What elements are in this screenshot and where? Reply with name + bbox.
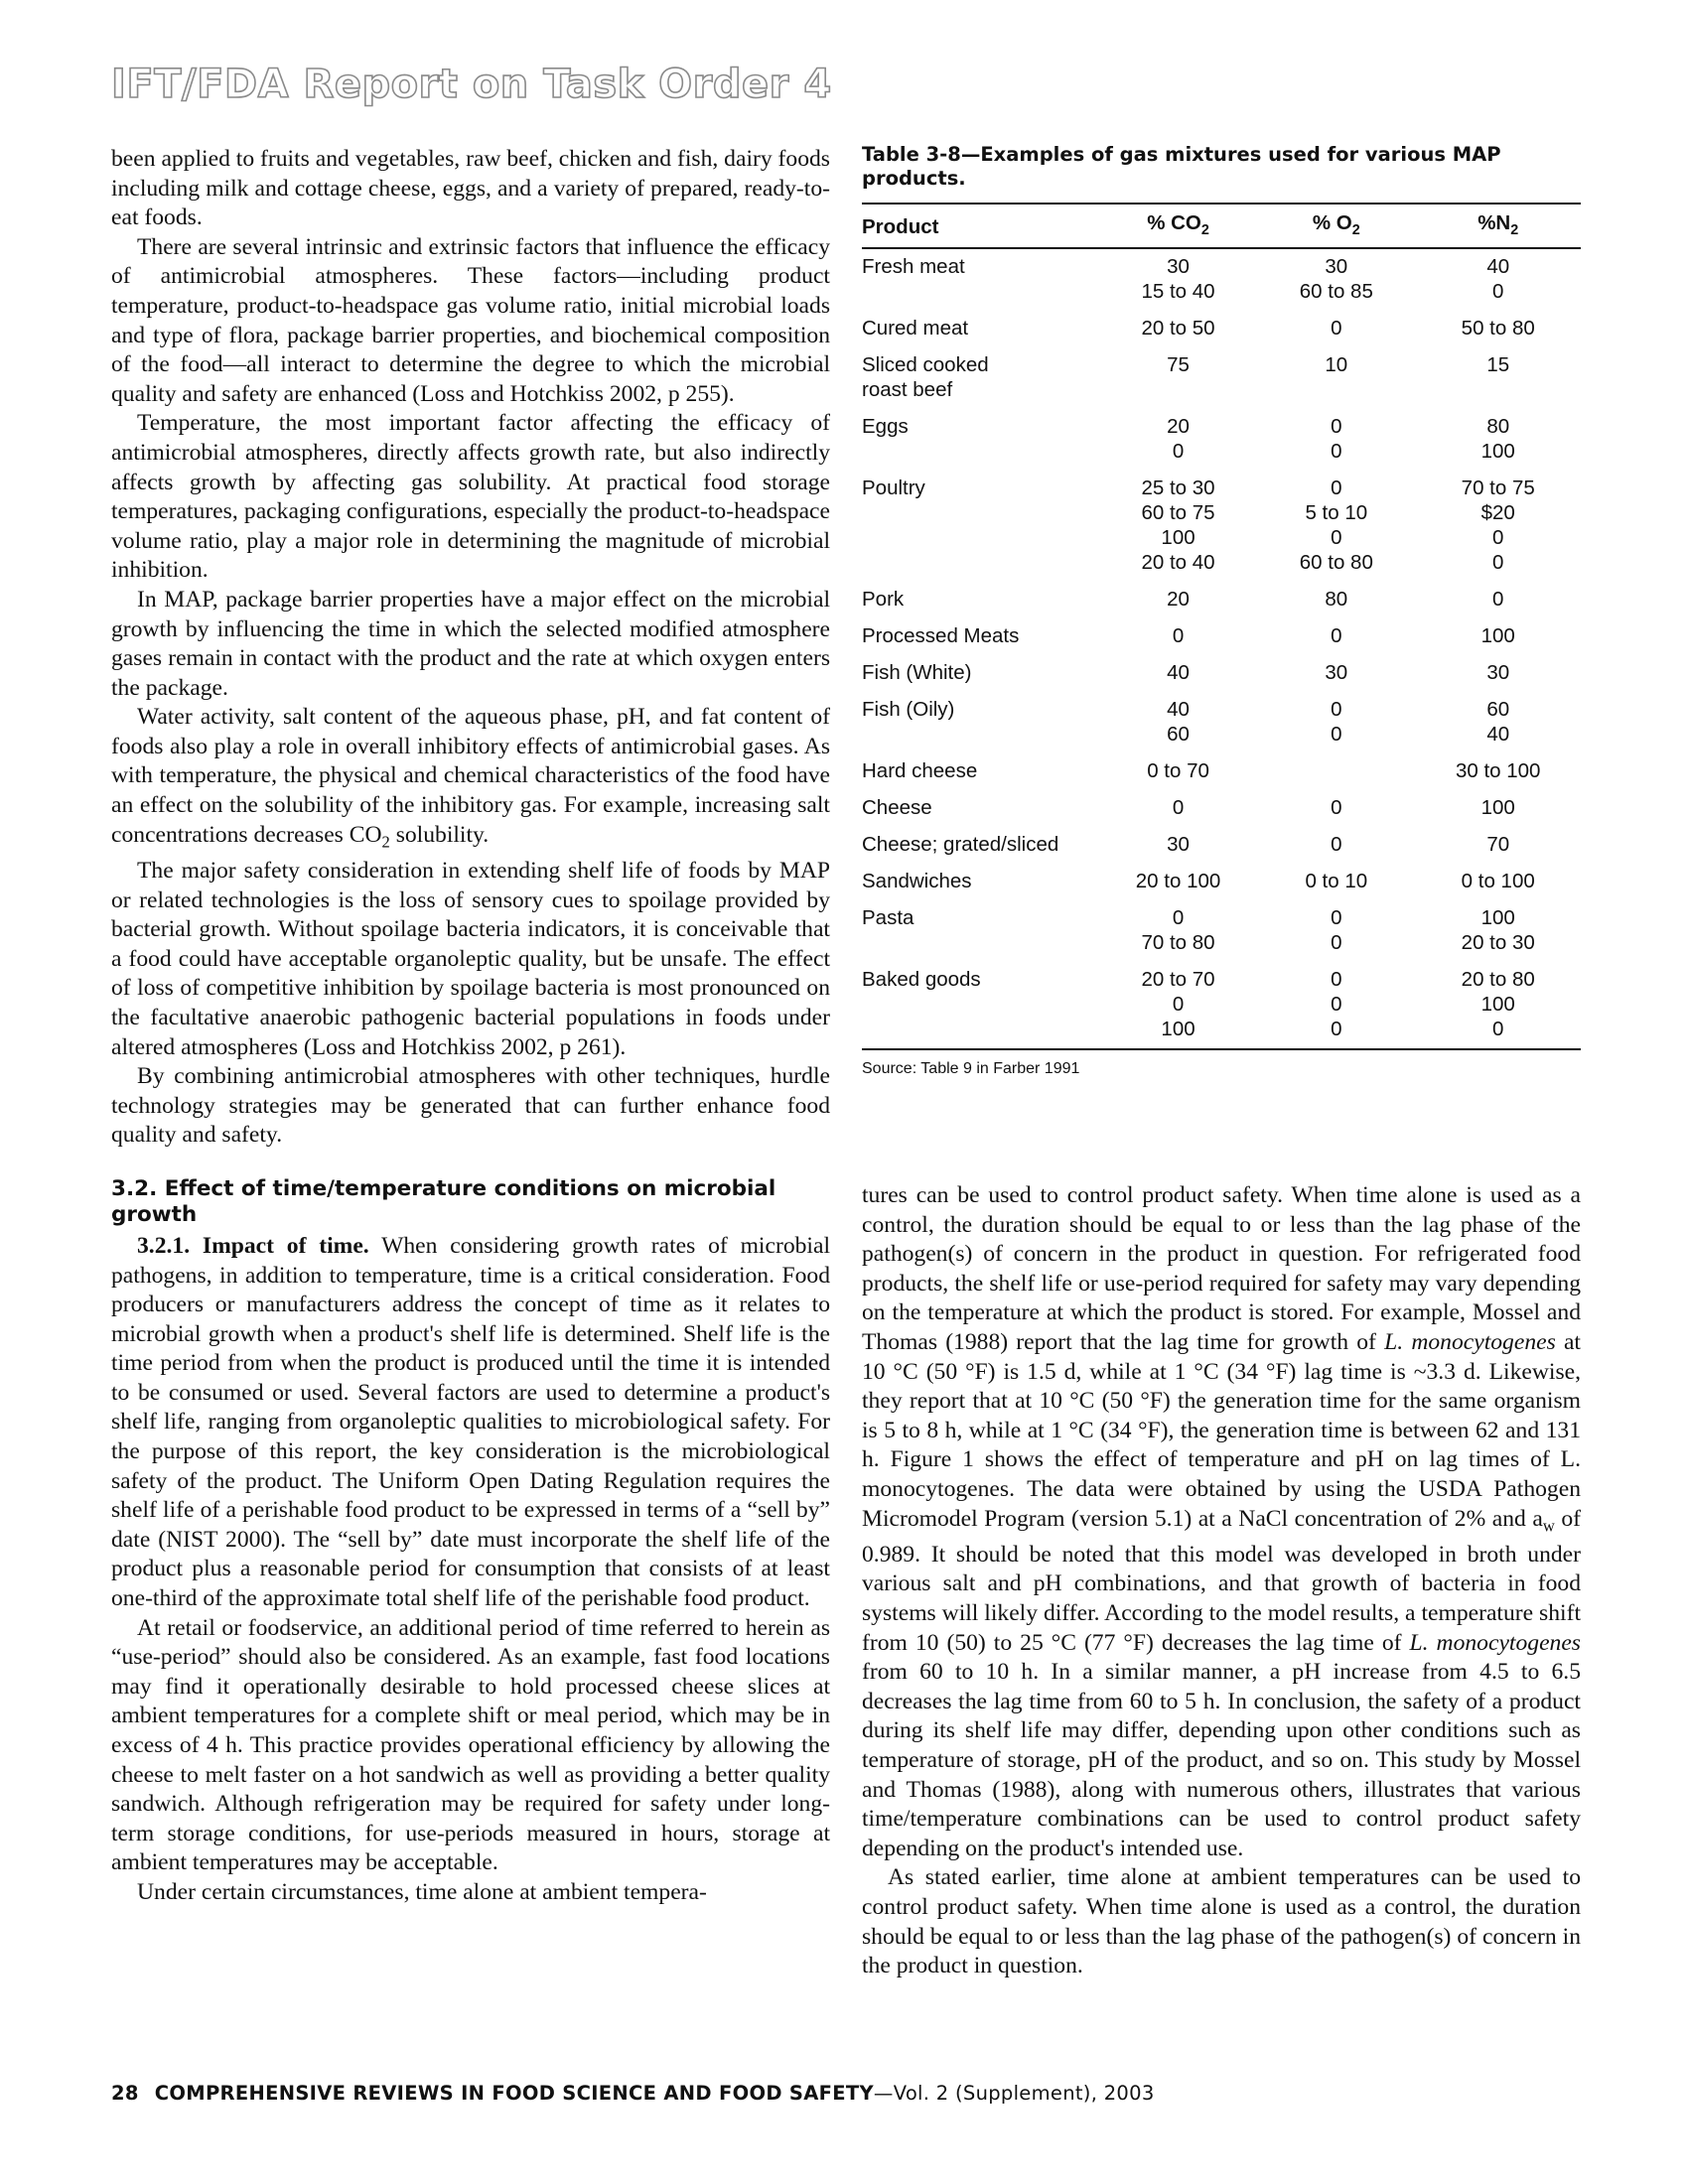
cell-o2: 30 60 to 85 [1299,255,1373,304]
cell-product: Pasta [862,906,914,930]
cell-co2: 20 0 [1167,415,1190,464]
text-run: When considering growth rates of microbial pathogens, in addition to temperature, time is a critical consideration. Food producers or manufacturers address the concept of time as it relates to microbial growth when a product's shelf life is determined. Shelf life is the time period from when the product is produced until the time it is intended to be consumed or used. Several factors are used to determine a product's shelf life, ranging from organoleptic qualities to microbiological safety. For the purpose of this report, the key consideration is the microbiological safety of the product. The Uniform Open Dating Regulation requires the shelf life of a perishable food product to be expressed in terms of a “sell by” date (NIST 2000). The “sell by” date must incorporate the shelf life of the product plus a reasonable period for consumption that consists of at least one-third of the approximate total shelf life of the perishable food product. [111,1232,830,1612]
paragraph: There are several intrinsic and extrinsic factors that influence the efficacy of antimicrobial atmospheres. These factors—including product temperature, product-to-headspace gas volume ratio, initial microbial loads and type of flora, package barrier properties, and biochemical composition of the food—all interact to determine the degree to which the microbial quality and safety are enhanced (Loss and Hotchkiss 2002, p 255). [111,233,830,407]
cell-product: Fish (White) [862,661,972,685]
cell-co2: 0 70 to 80 [1141,906,1215,955]
cell-o2: 0 [1331,796,1342,820]
paragraph: The major safety consideration in extending shelf life of foods by MAP or related technologies is the loss of sensory cues to spoilage provided by bacterial growth. Without spoilage bacteria indicators, it is conceivable that a food could have acceptable organoleptic quality, but be unsafe. The effect of loss of competitive inhibition by spoilage bacteria is most pronounced on the facultative anaerobic pathogenic bacterial populations in foods under altered atmospheres (Loss and Hotchkiss 2002, p 261). [111,857,830,1060]
cell-co2: 0 to 70 [1147,759,1209,783]
running-title: IFT/FDA Report on Task Order 4 [111,62,832,107]
table-row [862,900,1581,962]
subsection-label: 3.2.1. Impact of time. [137,1232,369,1259]
cell-n2: 30 [1486,661,1510,685]
gas-mixture-table-block [862,143,1581,1078]
table-body [862,248,1581,1049]
species-name: L. monocytogenes [1409,1629,1581,1656]
cell-o2: 0 [1331,833,1342,857]
table-row [862,409,1581,471]
cell-product: Eggs [862,415,909,439]
page-footer [111,2082,1155,2105]
table-row [862,864,1581,900]
paragraph: been applied to fruits and vegetables, raw beef, chicken and fish, dairy foods including milk and cottage cheese, eggs, and a variety of prepared, ready-to-eat foods. [111,146,830,231]
cell-product: Fresh meat [862,255,965,279]
cell-o2: 0 0 [1331,906,1342,955]
text-run: Water activity, salt content of the aqueous phase, pH, and fat content of foods also play a role in overall inhibitory effects of antimicrobial gases. As with temperature, the physical and chemical characteristics of the food have an effect on the solubility of the inhibitory gas. For example, increasing salt concentrations decreases CO [111,704,830,848]
cell-product: Cured meat [862,317,969,341]
cell-product: Fish (Oily) [862,698,955,722]
cell-n2: 80 100 [1480,415,1515,464]
cell-co2: 30 15 to 40 [1141,255,1215,304]
subscript: 2 [1351,222,1360,239]
cell-n2: 40 0 [1486,255,1510,304]
table-row [862,790,1581,827]
table-row [862,248,1581,311]
cell-product: Cheese [862,796,932,820]
table-caption: Table 3-8—Examples of gas mixtures used for various MAP products. [862,143,1501,190]
cell-n2: 15 [1486,353,1510,377]
cell-o2: 80 [1325,588,1348,612]
cell-co2: 20 to 70 0 100 [1099,962,1257,1049]
cell-product: Pork [862,588,905,612]
paragraph [862,1181,1581,1863]
table-row [862,962,1581,1049]
cell-product: Baked goods [862,962,1099,1049]
cell-o2: 0 to 10 [1305,870,1368,893]
cell-co2: 25 to 30 60 to 75 100 20 to 40 [1141,477,1215,575]
cell-o2: 0 0 [1331,415,1342,464]
paragraph: In MAP, package barrier properties have a major effect on the microbial growth by influencing the time in which the selected modified atmosphere gases remain in contact with the product and the rate at which oxygen enters the package. [111,586,830,701]
paragraph [111,1232,830,1614]
text-run: of 0.989. It should be noted that this model was developed in broth under various salt and pH combinations, and that growth of bacteria in food systems will likely differ. According to the model results, a temperature shift from 10 (50) to 25 °C (77 °F) decreases the lag time of [862,1505,1581,1656]
subscript: w [1542,1516,1555,1536]
cell-n2: 0 [1492,588,1504,612]
paragraph: By combining antimicrobial atmospheres with other techniques, hurdle technology strategies may be generated that can further enhance food quality and safety. [111,1063,830,1149]
table-row [862,827,1581,864]
cell-co2: 30 [1167,833,1190,857]
page-number: 28 [111,2082,139,2105]
cell-o2 [1257,753,1415,790]
cell-co2: 0 [1172,624,1185,648]
cell-product: Sandwiches [862,870,972,893]
column-header-o2 [1257,204,1415,248]
table-row [862,311,1581,347]
cell-co2: 75 [1167,353,1190,377]
cell-product: Sliced cooked roast beef [862,353,989,402]
table-row [862,618,1581,655]
cell-co2: 0 [1172,796,1185,820]
column-header-co2 [1099,204,1257,248]
volume-info: —Vol. 2 (Supplement), 2003 [873,2082,1155,2105]
cell-co2: 40 60 [1167,698,1190,747]
cell-o2: 0 5 to 10 0 60 to 80 [1299,477,1373,575]
subscript: 2 [1510,222,1519,239]
header-text: %N [1477,211,1511,234]
text-run: at 10 °C (50 °F) is 1.5 d, while at 1 °C (34 °F) lag time is ~3.3 d. Likewise, they report that at 10 °C (50 °F) the generation time for the same organism is 5 to 8 h, while at 1 °C (34 °F), the generation time is between 62 and 131 h. Figure 1 shows the effect of temperature and pH on lag times of L. monocytogenes. The data were obtained by using the USDA Pathogen Micromodel Program (version 5.1) at a NaCl concentration of 2% and a [862,1328,1581,1532]
text-run: tures can be used to control product safety. When time alone is used as a control, the duration should be equal to or less than the lag phase of the pathogen(s) of concern in the product in question. For refrigerated food products, the shelf life or use-period required for safety may vary depending on the temperature at which the product is stored. For example, Mossel and Thomas (1988) report that the lag time for growth of [862,1182,1581,1355]
cell-product: Cheese; grated/sliced [862,833,1059,857]
table-row [862,347,1581,409]
cell-n2: 100 20 to 30 [1461,906,1535,955]
paragraph: At retail or foodservice, an additional period of time referred to herein as “use-period” should also be considered. As an example, fast food locations may find it operationally desirable to hold processed cheese slices at ambient temperatures for a complete shift or meal period, which may be in excess of 4 h. This practice provides operational efficiency by allowing the cheese to melt faster on a hot sandwich as well as providing a better quality sandwich. Although refrigeration may be required for safety under long-term storage conditions, for use-periods measured in hours, storage at ambient temperatures may be acceptable. [111,1614,830,1876]
cell-co2: 20 to 50 [1141,317,1215,341]
subscript: 2 [1200,222,1209,239]
section-heading: 3.2. Effect of time/temperature conditions on microbial growth [111,1175,776,1227]
journal-name: COMPREHENSIVE REVIEWS IN FOOD SCIENCE AND FOOD SAFETY [154,2082,874,2105]
cell-co2: 20 [1167,588,1190,612]
cell-co2: 40 [1167,661,1190,685]
paragraph: As stated earlier, time alone at ambient temperatures can be used to control product safety. When time alone is used as a control, the duration should be equal to or less than the lag phase of the pathogen(s) of concern in the product in question. [862,1864,1581,1979]
table-row [862,692,1581,753]
cell-n2: 70 [1486,833,1510,857]
paragraph [111,703,830,857]
header-text: % O [1312,211,1352,234]
table-row [862,471,1581,582]
cell-product: Processed Meats [862,624,1020,648]
paragraph: Temperature, the most important factor affecting the efficacy of antimicrobial atmospheres, directly affects growth rate, but also indirectly affects growth by affecting gas solubility. At practical food storage temperatures, packaging configurations, especially the product-to-headspace volume ratio, play a major role in determining the magnitude of microbial inhibition. [111,410,830,584]
cell-n2: 70 to 75 $20 0 0 [1461,477,1535,575]
column-header-n2 [1415,204,1581,248]
cell-o2: 10 [1325,353,1348,377]
cell-o2: 0 [1331,317,1342,341]
gas-mixture-table [862,203,1581,1050]
cell-o2: 0 [1331,624,1342,648]
cell-o2: 0 0 0 [1257,962,1415,1049]
paragraph: Under certain circumstances, time alone at ambient tempera- [137,1878,707,1905]
subscript: 2 [381,832,390,852]
cell-product: Hard cheese [862,759,978,783]
table-header-row [862,204,1581,248]
table-row [862,753,1581,790]
cell-o2: 0 0 [1331,698,1342,747]
text-run: solubility. [389,821,490,848]
cell-n2: 20 to 80 100 0 [1415,962,1581,1049]
species-name: L. monocytogenes [1384,1328,1556,1355]
cell-n2: 100 [1480,796,1515,820]
cell-n2: 0 to 100 [1461,870,1535,893]
cell-n2: 100 [1480,624,1515,648]
table-source: Source: Table 9 in Farber 1991 [862,1060,1080,1078]
table-row [862,655,1581,692]
cell-product: Poultry [862,477,925,500]
cell-co2: 20 to 100 [1135,870,1221,893]
cell-n2: 30 to 100 [1455,759,1541,783]
cell-o2: 30 [1325,661,1348,685]
right-column [862,1181,1581,1981]
column-header-product: Product [862,204,1099,248]
cell-n2: 50 to 80 [1461,317,1535,341]
cell-n2: 60 40 [1486,698,1510,747]
left-column [111,145,830,1908]
header-text: % CO [1147,211,1201,234]
text-run: from 60 to 10 h. In a similar manner, a pH increase from 4.5 to 6.5 decreases the lag time from 60 to 5 h. In conclusion, the safety of a product during its shelf life may differ, depending upon other conditions such as temperature of storage, pH of the product, and so on. This study by Mossel and Thomas (1988), along with numerous others, illustrates that various time/temperature combinations can be used to control product safety depending on the product's intended use. [862,1659,1581,1861]
table-row [862,582,1581,618]
